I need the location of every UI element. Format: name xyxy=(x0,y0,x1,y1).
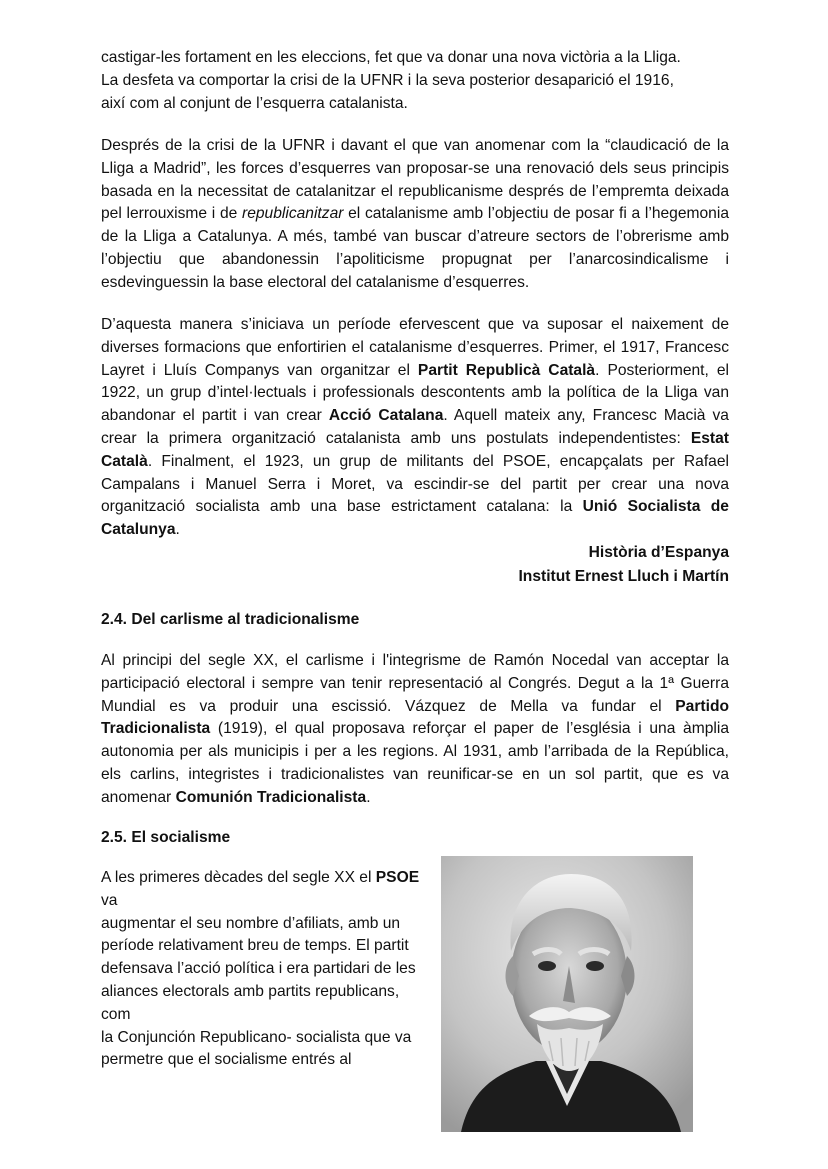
portrait-illustration xyxy=(441,856,693,1132)
section-2-5-line-7: com xyxy=(101,1005,131,1023)
section-2-5-line-8: la Conjunción Republicano- socialista que va xyxy=(101,1028,412,1046)
section-2-4-paragraph xyxy=(101,650,729,810)
paragraph-2 xyxy=(101,135,729,295)
paragraph-2-emphasis: republicanitzar xyxy=(242,205,344,223)
paragraph-2-text-a: Després de la crisi de la UFNR i davant el que van anomenar com la “claudicació de la Lliga a Madrid”, les forces d’esquerres van proposar-se una renovació dels seus principis basada en la necessitat de catalanitzar el republicanisme després de l’empremta deixada pel lerrouxisme i de xyxy=(101,137,729,223)
signature-subject: Història d’Espanya xyxy=(588,544,729,561)
section-2-5-line-5: defensava l’acció política i era partidari de les xyxy=(101,960,416,978)
paragraph-3-text-a: D’aquesta manera s’iniciava un període efervescent que va suposar el naixement de diverses formacions que enfortirien el catalanisme d’esquerres. Primer, el 1917, Francesc Layret i Lluís Companys van organitzar el xyxy=(101,316,729,379)
portrait-photo xyxy=(441,856,693,1132)
party-comunion-tradicionalista: Comunión Tradicionalista xyxy=(175,788,367,806)
paragraph-3-text-c: . Posteriorment, el 1922, un grup d’intel·lectuals i professionals descontents amb la política de la Lliga van abandonar el partit i van crear xyxy=(101,361,729,425)
section-2-4-text-a: Al principi del segle XX, el carlisme i l'integrisme de Ramón Nocedal van acceptar la participació electoral i sempre van tenir representació al Congrés. Degut a la 1ª Guerra Mundial es va produir una escissió. Vázquez de Mella va fundar el xyxy=(101,652,729,715)
section-2-5-line-4: període relativament breu de temps. El partit xyxy=(101,937,409,955)
paragraph-1-line-2: La desfeta va comportar la crisi de la UFNR i la seva posterior desaparició el 1916, xyxy=(101,71,674,89)
party-psoe: PSOE xyxy=(375,869,420,886)
section-2-5-line-1-text: A les primeres dècades del segle XX el xyxy=(101,869,376,886)
party-partit-republica-catala: Partit Republicà Català xyxy=(417,361,596,379)
paragraph-1-line-3: així com al conjunt de l’esquerra catalanista. xyxy=(101,94,408,112)
section-2-5-line-2: va xyxy=(101,891,118,909)
section-2-4-text-c: (1919), el qual proposava reforçar el paper de l’església i una àmplia autonomia per als municipis i per a les regions. Al 1931, amb l’arribada de la República, els carlins, integristes i tradicionalistes van reunificar-se en un sol partit, que es va anomenar xyxy=(101,720,729,806)
party-unio-socialista: Unió Socialista de Catalunya xyxy=(101,498,729,539)
signature-institution: Institut Ernest Lluch i Martín xyxy=(518,568,729,585)
paragraph-3-text-e: . Finalment, el 1923, un grup de militants del PSOE, encapçalats per Rafael Campalans i Manuel Serra i Moret, va escindir-se del partit per crear una nova organització socialista amb una base estrictament catalana: la xyxy=(101,452,729,516)
section-2-4-text-d: . xyxy=(366,788,371,806)
paragraph-1 xyxy=(101,47,729,115)
party-partido-tradicionalista: Partido Tradicionalista xyxy=(101,697,729,738)
paragraph-1-line-1: castigar-les fortament en les eleccions, fet que va donar una nova victòria a la Lliga. xyxy=(101,49,681,66)
party-estat-catala: Estat Català xyxy=(101,429,729,470)
section-2-5-line-1 xyxy=(101,867,441,890)
paragraph-3-text-f: . xyxy=(175,521,180,539)
section-2-5-line-6: aliances electorals amb partits republicans, xyxy=(101,982,400,1000)
party-accio-catalana: Acció Catalana xyxy=(328,407,444,425)
paragraph-3-text-d: . Aquell mateix any, Francesc Macià va crear la primera organització catalanista amb uns postulats independentistes: xyxy=(101,407,729,447)
paragraph-2-text-b: el catalanisme amb l’objectiu de posar fi a l’hegemonia de la Lliga a Catalunya. A més, també van buscar d’atreure sectors de l’obrerisme amb l’objectiu que abandonessin l’apoliticisme propugnat per l’anarcosindicalisme i esdevinguessin la base electoral del catalanisme d’esquerres. xyxy=(101,205,729,291)
section-2-5-text-column xyxy=(101,867,441,1072)
section-2-4-heading: 2.4. Del carlisme al tradicionalisme xyxy=(101,611,360,628)
paragraph-3 xyxy=(101,314,729,542)
section-2-5-heading: 2.5. El socialisme xyxy=(101,829,231,846)
signature-block xyxy=(329,541,729,589)
section-2-5-line-9: permetre que el socialisme entrés al xyxy=(101,1051,352,1069)
section-2-5-line-3: augmentar el seu nombre d’afiliats, amb un xyxy=(101,914,401,932)
